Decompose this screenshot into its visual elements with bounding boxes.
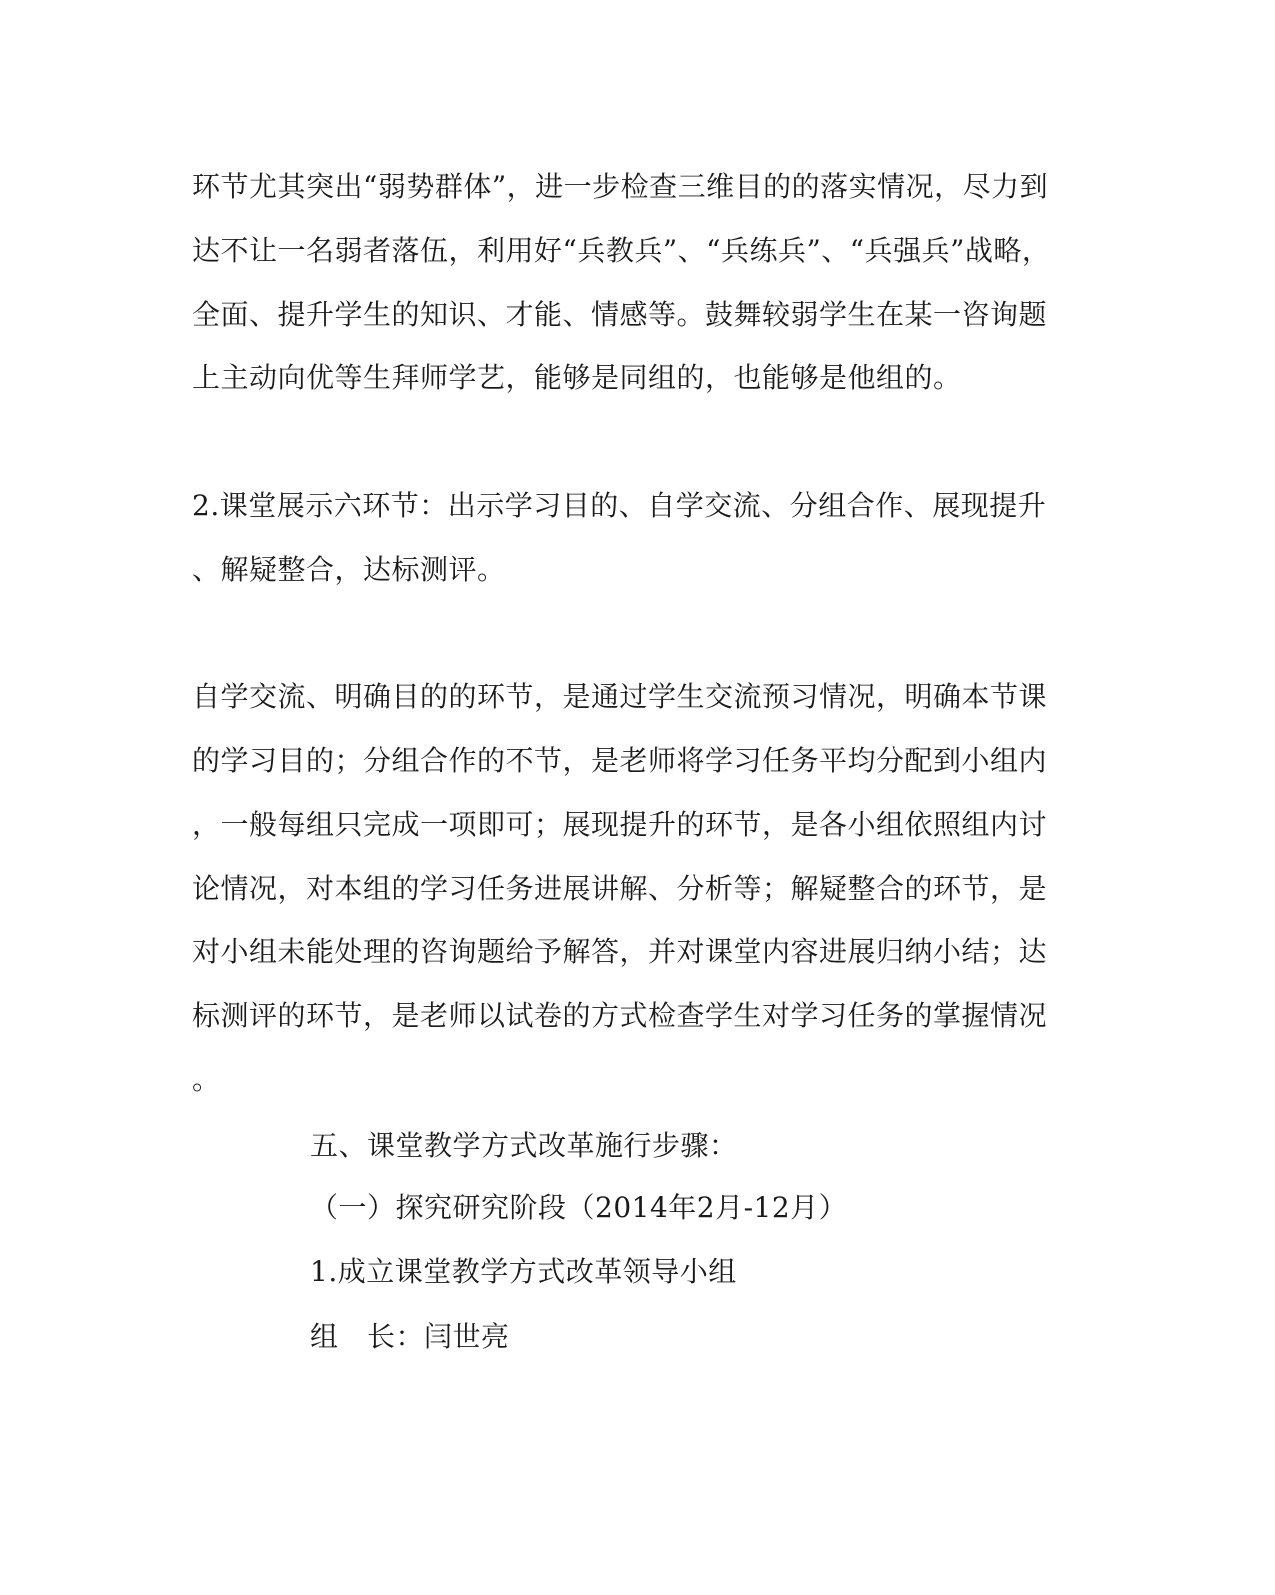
section-heading: 五、课堂教学方式改革施行步骤：: [310, 1129, 738, 1162]
paragraph-line: 标测评的环节，是老师以试卷的方式检查学生对学习任务的掌握情况: [192, 999, 1048, 1032]
paragraph-line: 2.课堂展示六环节：出示学习目的、自学交流、分组合作、展现提升: [192, 489, 1047, 522]
paragraph-line: 的学习目的；分组合作的不节，是老师将学习任务平均分配到小组内: [192, 744, 1048, 777]
numbered-item: 1.成立课堂教学方式改革领导小组: [310, 1255, 737, 1288]
paragraph-line: ，一般每组只完成一项即可；展现提升的环节，是各小组依照组内讨: [192, 808, 1048, 841]
stage-heading: （一）探究研究阶段（2014年2月-12月）: [310, 1191, 848, 1224]
paragraph-line: 对小组未能处理的咨询题给予解答，并对课堂内容进展归纳小结；达: [192, 935, 1048, 968]
paragraph-line: 、解疑整合，达标测评。: [192, 553, 506, 586]
paragraph-line: 上主动向优等生拜师学艺，能够是同组的，也能够是他组的。: [192, 361, 962, 394]
leader-line: 组 长：闫世亮: [310, 1320, 510, 1353]
paragraph-line: 环节尤其突出“弱势群体”，进一步检查三维目的的落实情况，尽力到: [192, 170, 1049, 203]
paragraph-line: 达不让一名弱者落伍，利用好“兵教兵”、“兵练兵”、“兵强兵”战略，: [192, 234, 1051, 267]
paragraph-line: 。: [192, 1063, 221, 1096]
paragraph-line: 论情况，对本组的学习任务进展讲解、分析等；解疑整合的环节，是: [192, 872, 1048, 905]
paragraph-line: 自学交流、明确目的的环节，是通过学生交流预习情况，明确本节课: [192, 680, 1048, 713]
paragraph-line: 全面、提升学生的知识、才能、情感等。鼓舞较弱学生在某一咨询题: [192, 298, 1048, 331]
